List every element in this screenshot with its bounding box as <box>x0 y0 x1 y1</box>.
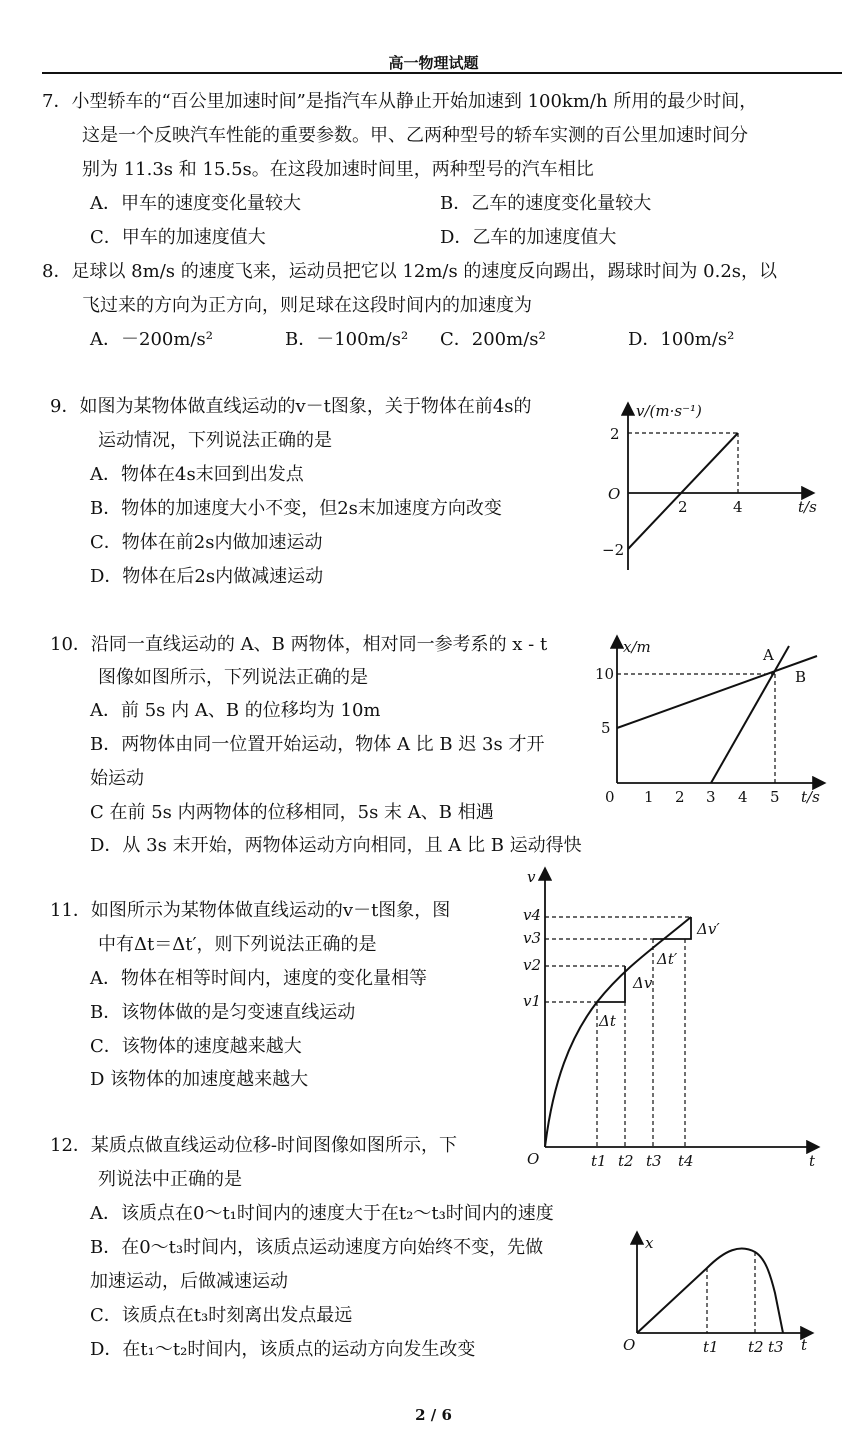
q9-x-end: 4 <box>733 498 743 516</box>
q11-dt-prime: Δt′ <box>657 950 678 968</box>
q12-xt-graph <box>615 1228 820 1358</box>
q12-line-2: 列说法中正确的是 <box>98 1169 242 1190</box>
q9-option-b: B．物体的加速度大小不变，但2s末加速度方向改变 <box>90 498 502 519</box>
q10-line-b <box>617 656 817 728</box>
q12-t2: t2 <box>748 1338 764 1356</box>
q8-option-a: A．－200m/s² <box>90 329 213 350</box>
q12-t1: t1 <box>703 1338 719 1356</box>
q7-line-3: 别为 11.3s 和 15.5s。在这段加速时间里，两种型号的汽车相比 <box>82 159 594 180</box>
q10-ylabel: x/m <box>623 638 651 656</box>
q10-origin: 0 <box>605 788 615 806</box>
q9-y-top: 2 <box>610 425 620 443</box>
q11-vt-graph <box>515 862 825 1172</box>
q11-v4: v4 <box>523 906 542 924</box>
q10-line-2: 图像如图所示，下列说法正确的是 <box>98 667 368 688</box>
q10-line-1: 10．沿同一直线运动的 A、B 两物体，相对同一参考系的 x - t <box>50 634 548 655</box>
q10-option-b-cont: 始运动 <box>90 768 144 789</box>
q11-ylabel: v <box>527 868 536 886</box>
q9-xlabel: t/s <box>798 498 817 516</box>
q7-option-d: D．乙车的加速度值大 <box>440 227 617 248</box>
q10-x-tick-5: 5 <box>770 788 780 806</box>
q11-option-c: C．该物体的速度越来越大 <box>90 1036 302 1057</box>
q8-line-2: 飞过来的方向为正方向，则足球在这段时间内的加速度为 <box>82 295 532 316</box>
q12-option-b-cont: 加速运动，后做减速运动 <box>90 1271 288 1292</box>
q11-v1: v1 <box>523 992 542 1010</box>
q11-xlabel: t <box>809 1152 816 1170</box>
q7-option-c: C．甲车的加速度值大 <box>90 227 266 248</box>
q11-line-2: 中有Δt＝Δt′，则下列说法正确的是 <box>98 934 377 955</box>
q10-option-c: C 在前 5s 内两物体的位移相同，5s 末 A、B 相遇 <box>90 802 494 823</box>
q11-dv-prime: Δv′ <box>697 920 720 938</box>
q9-option-a: A．物体在4s末回到出发点 <box>90 464 304 485</box>
q7-line-2: 这是一个反映汽车性能的重要参数。甲、乙两种型号的轿车实测的百公里加速时间分 <box>82 125 748 146</box>
q11-delta-box-2 <box>653 917 691 939</box>
q10-option-b: B．两物体由同一位置开始运动，物体 A 比 B 迟 3s 才开 <box>90 734 545 755</box>
q11-option-b: B．该物体做的是匀变速直线运动 <box>90 1002 356 1023</box>
q9-x-mid: 2 <box>678 498 688 516</box>
page-number: 2 / 6 <box>415 1406 452 1424</box>
q11-v3: v3 <box>523 929 542 947</box>
q10-x-tick-1: 1 <box>644 788 654 806</box>
q10-option-d: D．从 3s 末开始，两物体运动方向相同，且 A 比 B 运动得快 <box>90 835 582 856</box>
q11-t2: t2 <box>618 1152 634 1170</box>
q9-option-c: C．物体在前2s内做加速运动 <box>90 532 323 553</box>
q10-y-tick-5: 5 <box>601 719 611 737</box>
q11-t1: t1 <box>591 1152 607 1170</box>
q9-vt-line <box>628 433 738 549</box>
page-header: 高一物理试题 <box>388 54 479 72</box>
q11-option-a: A．物体在相等时间内，速度的变化量相等 <box>90 968 427 989</box>
q11-t4: t4 <box>678 1152 694 1170</box>
q12-ylabel: x <box>645 1234 654 1252</box>
q12-option-a: A．该质点在0～t₁时间内的速度大于在t₂～t₃时间内的速度 <box>90 1203 554 1224</box>
q11-option-d: D 该物体的加速度越来越大 <box>90 1069 309 1090</box>
q9-line-2: 运动情况，下列说法正确的是 <box>98 430 332 451</box>
q8-option-d: D．100m/s² <box>628 329 735 350</box>
q10-line-a <box>711 646 789 783</box>
q11-origin: O <box>527 1150 540 1168</box>
q7-option-b: B．乙车的速度变化量较大 <box>440 193 652 214</box>
q8-option-c: C．200m/s² <box>440 329 546 350</box>
q10-x-tick-3: 3 <box>706 788 716 806</box>
header-divider <box>42 72 842 74</box>
q12-origin: O <box>623 1336 636 1354</box>
q11-t3: t3 <box>646 1152 662 1170</box>
q12-option-c: C．该质点在t₃时刻离出发点最远 <box>90 1305 353 1326</box>
q10-label-b: B <box>795 668 807 686</box>
q10-label-a: A <box>763 646 774 664</box>
q10-y-tick-10: 10 <box>595 665 615 683</box>
q11-dv: Δv <box>633 974 653 992</box>
q9-line-1: 9．如图为某物体做直线运动的v－t图象，关于物体在前4s的 <box>50 396 532 417</box>
q8-line-1: 8．足球以 8m/s 的速度飞来，运动员把它以 12m/s 的速度反向踢出，踢球时间为 0.2s，以 <box>42 261 778 282</box>
q10-x-tick-2: 2 <box>675 788 685 806</box>
q12-xlabel: t <box>801 1336 808 1354</box>
q9-vt-graph <box>580 395 840 580</box>
q10-option-a: A．前 5s 内 A、B 的位移均为 10m <box>90 700 381 721</box>
q10-x-tick-4: 4 <box>738 788 748 806</box>
q10-xlabel: t/s <box>801 788 820 806</box>
q9-ylabel: v/(m·s⁻¹) <box>636 402 702 420</box>
q12-t3: t3 <box>768 1338 784 1356</box>
q12-option-b: B．在0～t₃时间内，该质点运动速度方向始终不变，先做 <box>90 1237 544 1258</box>
q12-line-1: 12．某质点做直线运动位移-时间图像如图所示，下 <box>50 1135 457 1156</box>
q11-v2: v2 <box>523 956 542 974</box>
q11-line-1: 11．如图所示为某物体做直线运动的v－t图象，图 <box>50 900 451 921</box>
q11-dt: Δt <box>599 1012 616 1030</box>
q7-line-1: 7．小型轿车的“百公里加速时间”是指汽车从静止开始加速到 100km/h 所用的最少时间， <box>42 91 758 112</box>
q9-y-bottom: −2 <box>602 541 625 559</box>
q12-xt-curve <box>637 1249 783 1333</box>
q8-option-b: B．－100m/s² <box>285 329 409 350</box>
q7-option-a: A．甲车的速度变化量较大 <box>90 193 301 214</box>
q9-option-d: D．物体在后2s内做减速运动 <box>90 566 324 587</box>
q10-xt-graph <box>595 628 835 808</box>
q12-option-d: D．在t₁～t₂时间内，该质点的运动方向发生改变 <box>90 1339 476 1360</box>
q9-origin: O <box>608 485 621 503</box>
